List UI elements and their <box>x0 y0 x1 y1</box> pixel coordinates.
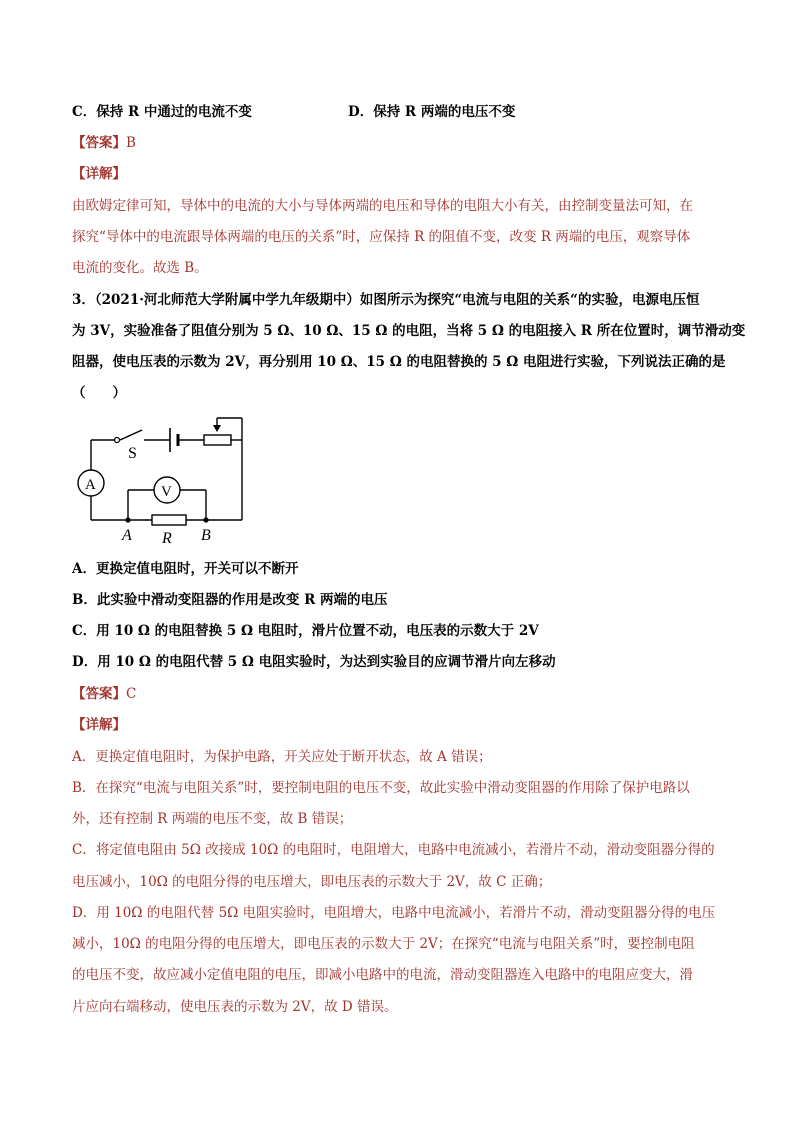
circuit-diagram <box>72 412 252 552</box>
question-line: 3．（2021·河北师范大学附属中学九年级期中）如图所示为探究“电流与电阻的关系“的实验，电源电压恒 <box>72 292 700 308</box>
resistor-body <box>152 515 186 525</box>
ammeter-label: A <box>85 477 96 493</box>
point-a-label: A <box>122 527 132 544</box>
option-d: D．用 10 Ω 的电阻代替 5 Ω 电阻实验时，为达到实验目的应调节滑片向左移动 <box>72 654 556 670</box>
detail-line: C．将定值电阻由 5Ω 改接成 10Ω 的电阻时，电阻增大，电路中电流减小，若滑片不动，滑动变阻器分得的 <box>72 842 715 858</box>
slider-arrow <box>213 425 221 432</box>
question-line: 阻器，使电压表的示数为 2V，再分别用 10 Ω、15 Ω 的电阻替换的 5 Ω 电阻进行实验，下列说法正确的是 <box>72 354 726 370</box>
option-a: A．更换定值电阻时，开关可以不断开 <box>72 561 299 577</box>
rheostat-body <box>204 435 231 445</box>
question-line: 为 3V，实验准备了阻值分别为 5 Ω、10 Ω、15 Ω 的电阻，当将 5 Ω 的电阻接入 R 所在位置时，调节滑动变 <box>72 323 746 339</box>
node-a-dot <box>125 517 130 522</box>
voltmeter-label: V <box>161 484 172 500</box>
prev-answer <box>72 133 732 153</box>
prev-detail-line: 探究“导体中的电流跟导体两端的电压的关系”时，应保持 R 的阻值不变，改变 R 两端的电压，观察导体 <box>72 229 691 245</box>
detail-line: D．用 10Ω 的电阻代替 5Ω 电阻实验时，电阻增大，电路中电流减小，若滑片不动，滑动变阻器分得的电压 <box>72 905 716 921</box>
prev-options-row <box>72 102 732 122</box>
question-line: （ ） <box>72 385 126 401</box>
option-c: C．用 10 Ω 的电阻替换 5 Ω 电阻时，滑片位置不动，电压表的示数大于 2V <box>72 623 539 639</box>
detail-line: A．更换定值电阻时，为保护电路，开关应处于断开状态，故 A 错误； <box>72 749 492 765</box>
prev-detail-tag: 【详解】 <box>72 166 126 182</box>
detail-line: 外，还有控制 R 两端的电压不变，故 B 错误； <box>72 811 353 827</box>
detail-line: 的电压不变，故应减小定值电阻的电压，即减小电路中的电流，滑动变阻器连入电路中的电阻应变大，滑 <box>72 967 693 983</box>
detail-line: B．在探究“电流与电阻关系”时，要控制电阻的电压不变，故此实验中滑动变阻器的作用除了保护电路以 <box>72 780 690 796</box>
switch-label: S <box>128 445 137 462</box>
prev-detail-line: 由欧姆定律可知，导体中的电流的大小与导体两端的电压和导体的电阻大小有关，由控制变量法可知，在 <box>72 198 693 214</box>
answer-value: C <box>126 686 137 702</box>
detail-line: 减小，10Ω 的电阻分得的电压增大，即电压表的示数大于 2V；在探究“电流与电阻关系”时，要控制电阻 <box>72 936 695 952</box>
answer <box>72 684 732 704</box>
switch-contact <box>115 438 120 443</box>
resistor-label: R <box>162 530 172 547</box>
detail-line: 片应向右端移动，使电压表的示数为 2V，故 D 错误。 <box>72 999 398 1015</box>
switch-blade <box>120 430 142 440</box>
prev-option-d: D．保持 R 两端的电压不变 <box>348 104 516 120</box>
node-b-dot <box>203 517 208 522</box>
prev-option-c: C．保持 R 中通过的电流不变 <box>72 104 252 120</box>
detail-tag: 【详解】 <box>72 717 126 733</box>
prev-answer-value: B <box>126 135 136 151</box>
detail-line: 电压减小，10Ω 的电阻分得的电压增大，即电压表的示数大于 2V，故 C 正确； <box>72 874 552 890</box>
prev-detail-line: 电流的变化。故选 B。 <box>72 260 208 276</box>
answer-tag: 【答案】 <box>72 686 126 702</box>
prev-answer-tag: 【答案】 <box>72 135 126 151</box>
option-b: B．此实验中滑动变阻器的作用是改变 R 两端的电压 <box>72 592 388 608</box>
point-b-label: B <box>201 527 211 544</box>
